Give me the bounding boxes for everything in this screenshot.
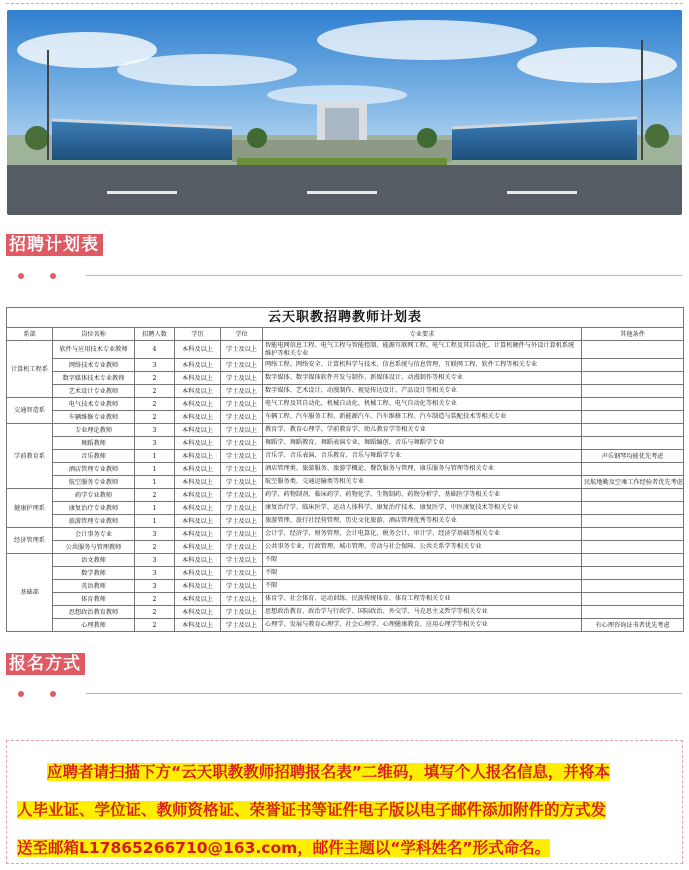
cell-major: 智能电网信息工程、电气工程与智能控制、能源互联网工程、电气工程及其自动化、计算机硬件与外设计算机系统维护等相关专业 xyxy=(263,341,582,359)
cell-other: 民航地勤及空乘工作经验者优先考虑 xyxy=(582,476,684,489)
cell-major: 数字媒体、数字媒体软件开发与制作、新媒体设计、动漫制作等相关专业 xyxy=(263,372,582,385)
cell-post: 旅游管理专业教师 xyxy=(53,515,135,528)
cell-num: 2 xyxy=(135,411,175,424)
cell-degree: 学士及以上 xyxy=(221,450,263,463)
cell-dept: 交通智造系 xyxy=(7,398,53,424)
cell-degree: 学士及以上 xyxy=(221,372,263,385)
cell-edu: 本科及以上 xyxy=(175,385,221,398)
col-header-other: 其他条件 xyxy=(582,328,684,341)
col-header-edu: 学历 xyxy=(175,328,221,341)
cell-post: 网络技术专业教师 xyxy=(53,359,135,372)
cell-post: 艺术设计专业教师 xyxy=(53,385,135,398)
divider-dot xyxy=(18,691,24,697)
cell-num: 3 xyxy=(135,437,175,450)
campus-banner-image xyxy=(7,10,682,215)
cell-degree: 学士及以上 xyxy=(221,593,263,606)
cell-other xyxy=(582,515,684,528)
cell-degree: 学士及以上 xyxy=(221,341,263,359)
cell-post: 数学教师 xyxy=(53,567,135,580)
cell-other xyxy=(582,385,684,398)
cell-post: 车辆维修专业教师 xyxy=(53,411,135,424)
cell-other xyxy=(582,489,684,502)
cell-post: 音乐教师 xyxy=(53,450,135,463)
table-row xyxy=(7,341,684,359)
cell-num: 3 xyxy=(135,567,175,580)
table-row xyxy=(7,372,684,385)
table-row xyxy=(7,398,684,411)
cell-degree: 学士及以上 xyxy=(221,463,263,476)
cell-dept: 经济管理系 xyxy=(7,528,53,554)
cell-major: 康复治疗学、临床医学、运动人体科学、康复治疗技术、康复医学、中医康复技术等相关专业 xyxy=(263,502,582,515)
table-row xyxy=(7,411,684,424)
table-row xyxy=(7,541,684,554)
section-title-plan: 招聘计划表 xyxy=(6,234,103,256)
cell-edu: 本科及以上 xyxy=(175,372,221,385)
cell-edu: 本科及以上 xyxy=(175,450,221,463)
cell-edu: 本科及以上 xyxy=(175,463,221,476)
cell-degree: 学士及以上 xyxy=(221,619,263,632)
cell-num: 2 xyxy=(135,372,175,385)
apply-line-3: 送至邮箱L17865266710@163.com，邮件主题以“学科姓名”形式命名。 xyxy=(17,839,551,857)
cell-post: 会计事务专业 xyxy=(53,528,135,541)
cell-post: 专业理论教师 xyxy=(53,424,135,437)
cell-edu: 本科及以上 xyxy=(175,606,221,619)
cell-num: 1 xyxy=(135,502,175,515)
divider-line xyxy=(86,275,682,276)
cell-major: 电气工程及其自动化、机械自动化、机械工程、电气自动化等相关专业 xyxy=(263,398,582,411)
table-row xyxy=(7,515,684,528)
cell-dept: 健康护理系 xyxy=(7,489,53,528)
section-divider-plan xyxy=(6,270,682,282)
cell-major: 酒店管理类、旅游服务、旅游学概论、餐饮服务与管理、康乐服务与管理等相关专业 xyxy=(263,463,582,476)
cell-other: 有心理咨询证书者优先考虑 xyxy=(582,619,684,632)
cell-post: 航空服务专业教师 xyxy=(53,476,135,489)
cell-edu: 本科及以上 xyxy=(175,489,221,502)
cell-num: 2 xyxy=(135,385,175,398)
cell-post: 电气技术专业教师 xyxy=(53,398,135,411)
cell-degree: 学士及以上 xyxy=(221,359,263,372)
cell-major: 航空服务类、交通运输类等相关专业 xyxy=(263,476,582,489)
table-row xyxy=(7,619,684,632)
cell-num: 1 xyxy=(135,476,175,489)
apply-line-1: 应聘者请扫描下方“云天职教教师招聘报名表”二维码，填写个人报名信息，并将本 xyxy=(47,763,610,781)
cell-edu: 本科及以上 xyxy=(175,398,221,411)
cell-major: 网络工程、网络安全、计算机科学与技术、信息系统与信息管理、互联网工程、软件工程等相关专业 xyxy=(263,359,582,372)
table-row xyxy=(7,554,684,567)
cell-other xyxy=(582,424,684,437)
cell-major: 思想政治教育、政治学与行政学、国际政治、外交学、马克思主义哲学等相关专业 xyxy=(263,606,582,619)
cell-major: 不限 xyxy=(263,580,582,593)
cell-major: 公共事务专业、行政管理、城市管理、劳动与社会保障、公共关系学等相关专业 xyxy=(263,541,582,554)
cell-other xyxy=(582,411,684,424)
table-row xyxy=(7,593,684,606)
cell-other: 声乐钢琴均能优先考虑 xyxy=(582,450,684,463)
cell-num: 2 xyxy=(135,489,175,502)
cell-other xyxy=(582,567,684,580)
col-header-num: 招聘人数 xyxy=(135,328,175,341)
cell-degree: 学士及以上 xyxy=(221,398,263,411)
section-divider-apply xyxy=(6,688,682,700)
cell-edu: 本科及以上 xyxy=(175,528,221,541)
divider-line xyxy=(86,693,682,694)
cell-num: 2 xyxy=(135,398,175,411)
cell-degree: 学士及以上 xyxy=(221,541,263,554)
table-row xyxy=(7,476,684,489)
cell-degree: 学士及以上 xyxy=(221,437,263,450)
cell-degree: 学士及以上 xyxy=(221,502,263,515)
cell-edu: 本科及以上 xyxy=(175,359,221,372)
cell-degree: 学士及以上 xyxy=(221,580,263,593)
table-row xyxy=(7,424,684,437)
apply-instructions xyxy=(17,753,677,867)
cell-post: 英语教师 xyxy=(53,580,135,593)
table-row xyxy=(7,463,684,476)
cell-major: 药学、药物制剂、临床药学、药物化学、生物制药、药物分析学、基础医学等相关专业 xyxy=(263,489,582,502)
cell-degree: 学士及以上 xyxy=(221,489,263,502)
cell-post: 软件与应用技术专业教师 xyxy=(53,341,135,359)
cell-edu: 本科及以上 xyxy=(175,515,221,528)
cell-major: 心理学、发展与教育心理学、社会心理学、心理健康教育、应用心理学等相关专业 xyxy=(263,619,582,632)
cell-edu: 本科及以上 xyxy=(175,567,221,580)
col-header-dept: 系部 xyxy=(7,328,53,341)
cell-other xyxy=(582,463,684,476)
cell-major: 不限 xyxy=(263,567,582,580)
cell-other xyxy=(582,554,684,567)
cell-edu: 本科及以上 xyxy=(175,541,221,554)
cell-degree: 学士及以上 xyxy=(221,554,263,567)
cell-degree: 学士及以上 xyxy=(221,385,263,398)
cell-num: 1 xyxy=(135,515,175,528)
cell-other xyxy=(582,580,684,593)
col-header-post: 岗位名称 xyxy=(53,328,135,341)
recruitment-plan-table xyxy=(6,307,684,632)
top-divider xyxy=(6,3,683,4)
cell-degree: 学士及以上 xyxy=(221,567,263,580)
cell-other xyxy=(582,502,684,515)
cell-post: 药学专业教师 xyxy=(53,489,135,502)
cell-edu: 本科及以上 xyxy=(175,424,221,437)
table-row xyxy=(7,580,684,593)
cell-major: 音乐学、音乐表演、音乐教育、音乐与舞蹈学专业 xyxy=(263,450,582,463)
cell-post: 语文教师 xyxy=(53,554,135,567)
cell-major: 舞蹈学、舞蹈教育、舞蹈表演专业、舞蹈编创、音乐与舞蹈学专业 xyxy=(263,437,582,450)
cell-post: 舞蹈教师 xyxy=(53,437,135,450)
cell-other xyxy=(582,398,684,411)
cell-degree: 学士及以上 xyxy=(221,515,263,528)
cell-num: 2 xyxy=(135,593,175,606)
cell-num: 1 xyxy=(135,450,175,463)
table-row xyxy=(7,502,684,515)
table-row xyxy=(7,359,684,372)
cell-other xyxy=(582,372,684,385)
cell-edu: 本科及以上 xyxy=(175,476,221,489)
cell-num: 3 xyxy=(135,359,175,372)
cell-edu: 本科及以上 xyxy=(175,502,221,515)
cell-degree: 学士及以上 xyxy=(221,411,263,424)
cell-major: 车辆工程、汽车服务工程、新能源汽车、汽车维修工程、汽车制造与装配技术等相关专业 xyxy=(263,411,582,424)
cell-num: 3 xyxy=(135,528,175,541)
cell-num: 3 xyxy=(135,424,175,437)
table-row xyxy=(7,606,684,619)
cell-other xyxy=(582,541,684,554)
cell-major: 会计学、经济学、财务管理、会计电算化、税务会计、审计学、经济学基础等相关专业 xyxy=(263,528,582,541)
cell-num: 3 xyxy=(135,580,175,593)
apply-line-2: 人毕业证、学位证、教师资格证、荣誉证书等证件电子版以电子邮件添加附件的方式发 xyxy=(17,801,607,819)
cell-major: 体育学、社会体育、运动训练、民族传统体育、体育工程等相关专业 xyxy=(263,593,582,606)
cell-post: 数字媒体技术专业教师 xyxy=(53,372,135,385)
col-header-major: 专业要求 xyxy=(263,328,582,341)
cell-degree: 学士及以上 xyxy=(221,424,263,437)
table-row xyxy=(7,489,684,502)
cell-post: 公共服务与管理教师 xyxy=(53,541,135,554)
cell-edu: 本科及以上 xyxy=(175,437,221,450)
cell-major: 教育学、教育心理学、学前教育学、幼儿教育学等相关专业 xyxy=(263,424,582,437)
cell-dept: 学前教育系 xyxy=(7,424,53,489)
cell-num: 3 xyxy=(135,554,175,567)
cell-other xyxy=(582,437,684,450)
cell-other xyxy=(582,359,684,372)
cell-post: 心理教师 xyxy=(53,619,135,632)
cell-other xyxy=(582,606,684,619)
cell-post: 康复治疗专业教师 xyxy=(53,502,135,515)
cell-num: 2 xyxy=(135,619,175,632)
cell-other xyxy=(582,341,684,359)
cell-edu: 本科及以上 xyxy=(175,580,221,593)
cell-num: 2 xyxy=(135,606,175,619)
divider-dot xyxy=(18,273,24,279)
cell-edu: 本科及以上 xyxy=(175,554,221,567)
cell-num: 4 xyxy=(135,341,175,359)
cell-major: 旅游管理、旅行社经营管理、历史文化旅游、酒店管理优秀等相关专业 xyxy=(263,515,582,528)
recruitment-plan-table-image xyxy=(6,307,683,632)
col-header-degree: 学位 xyxy=(221,328,263,341)
cell-edu: 本科及以上 xyxy=(175,341,221,359)
cell-edu: 本科及以上 xyxy=(175,593,221,606)
table-row xyxy=(7,385,684,398)
cell-degree: 学士及以上 xyxy=(221,476,263,489)
table-row xyxy=(7,528,684,541)
cell-dept: 基础部 xyxy=(7,554,53,632)
table-row xyxy=(7,437,684,450)
cell-num: 2 xyxy=(135,541,175,554)
cell-post: 体育教师 xyxy=(53,593,135,606)
cell-edu: 本科及以上 xyxy=(175,619,221,632)
apply-instructions-box xyxy=(6,740,683,864)
cell-major: 数字媒体、艺术设计、动漫制作、视觉传达设计、产品设计等相关专业 xyxy=(263,385,582,398)
cell-other xyxy=(582,528,684,541)
cell-post: 酒店管理专业教师 xyxy=(53,463,135,476)
cell-post: 思想政治教育教师 xyxy=(53,606,135,619)
cell-edu: 本科及以上 xyxy=(175,411,221,424)
table-row xyxy=(7,450,684,463)
divider-dot xyxy=(50,691,56,697)
cell-major: 不限 xyxy=(263,554,582,567)
section-title-apply: 报名方式 xyxy=(6,653,85,675)
divider-dot xyxy=(50,273,56,279)
table-caption: 云天职教招聘教师计划表 xyxy=(7,308,684,328)
cell-degree: 学士及以上 xyxy=(221,528,263,541)
cell-num: 1 xyxy=(135,463,175,476)
cell-dept: 计算机工程系 xyxy=(7,341,53,398)
table-row xyxy=(7,567,684,580)
cell-degree: 学士及以上 xyxy=(221,606,263,619)
cell-other xyxy=(582,593,684,606)
